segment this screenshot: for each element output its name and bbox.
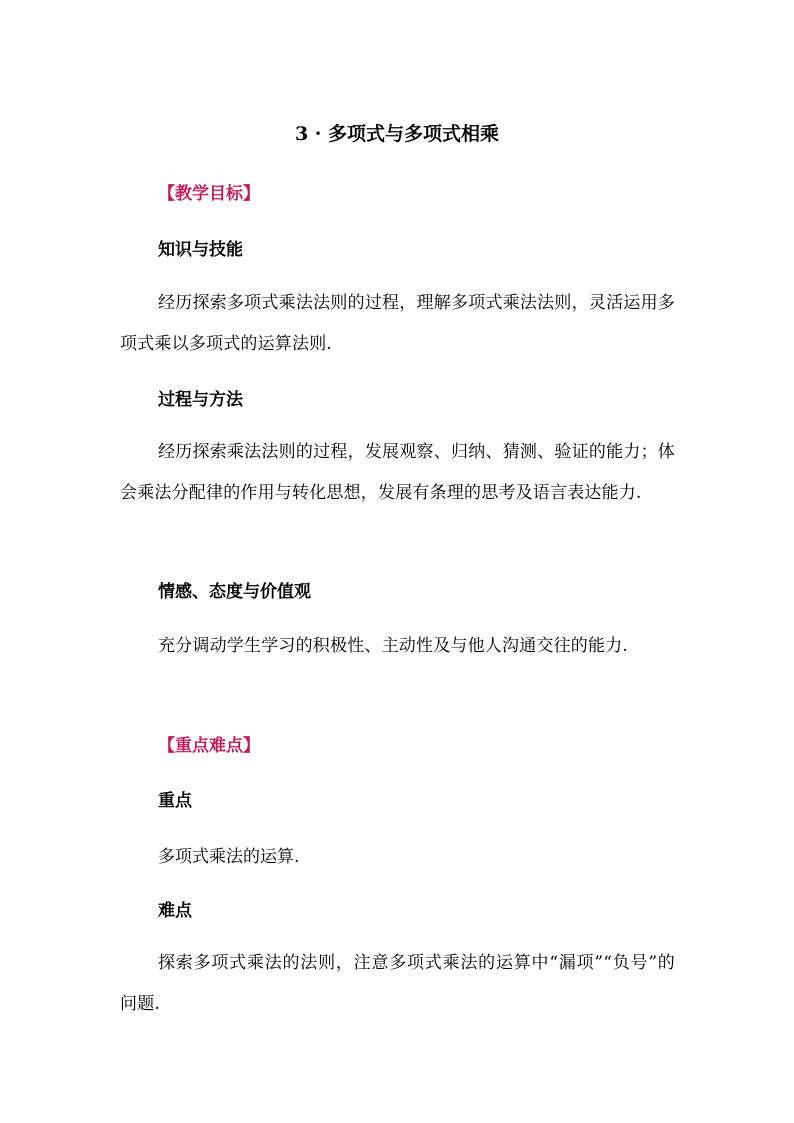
paragraph-knowledge: 经历探索多项式乘法法则的过程，理解多项式乘法法则，灵活运用多项式乘以多项式的运算法则.: [120, 293, 675, 354]
paragraph-focus: 多项式乘法的运算.: [158, 847, 300, 867]
subheading-difficulty: 难点: [158, 901, 192, 921]
paragraph-process: 经历探索乘法法则的过程，发展观察、归纳、猜测、验证的能力；体会乘法分配律的作用与转化思想，发展有条理的思考及语言表达能力.: [120, 442, 675, 503]
subheading-process: 过程与方法: [158, 390, 243, 410]
subheading-attitude: 情感、态度与价值观: [158, 582, 311, 602]
document-title: 3 · 多项式与多项式相乘: [294, 123, 500, 145]
subheading-knowledge: 知识与技能: [158, 240, 243, 260]
paragraph-difficulty: 探索多项式乘法的法则，注意多项式乘法的运算中“漏项”“负号”的问题.: [120, 953, 675, 1014]
paragraph-attitude: 充分调动学生学习的积极性、主动性及与他人沟通交往的能力.: [158, 636, 629, 656]
section-heading-key-points: 【重点难点】: [158, 736, 260, 756]
section-heading-objectives: 【教学目标】: [158, 184, 260, 204]
subheading-focus: 重点: [158, 791, 192, 811]
